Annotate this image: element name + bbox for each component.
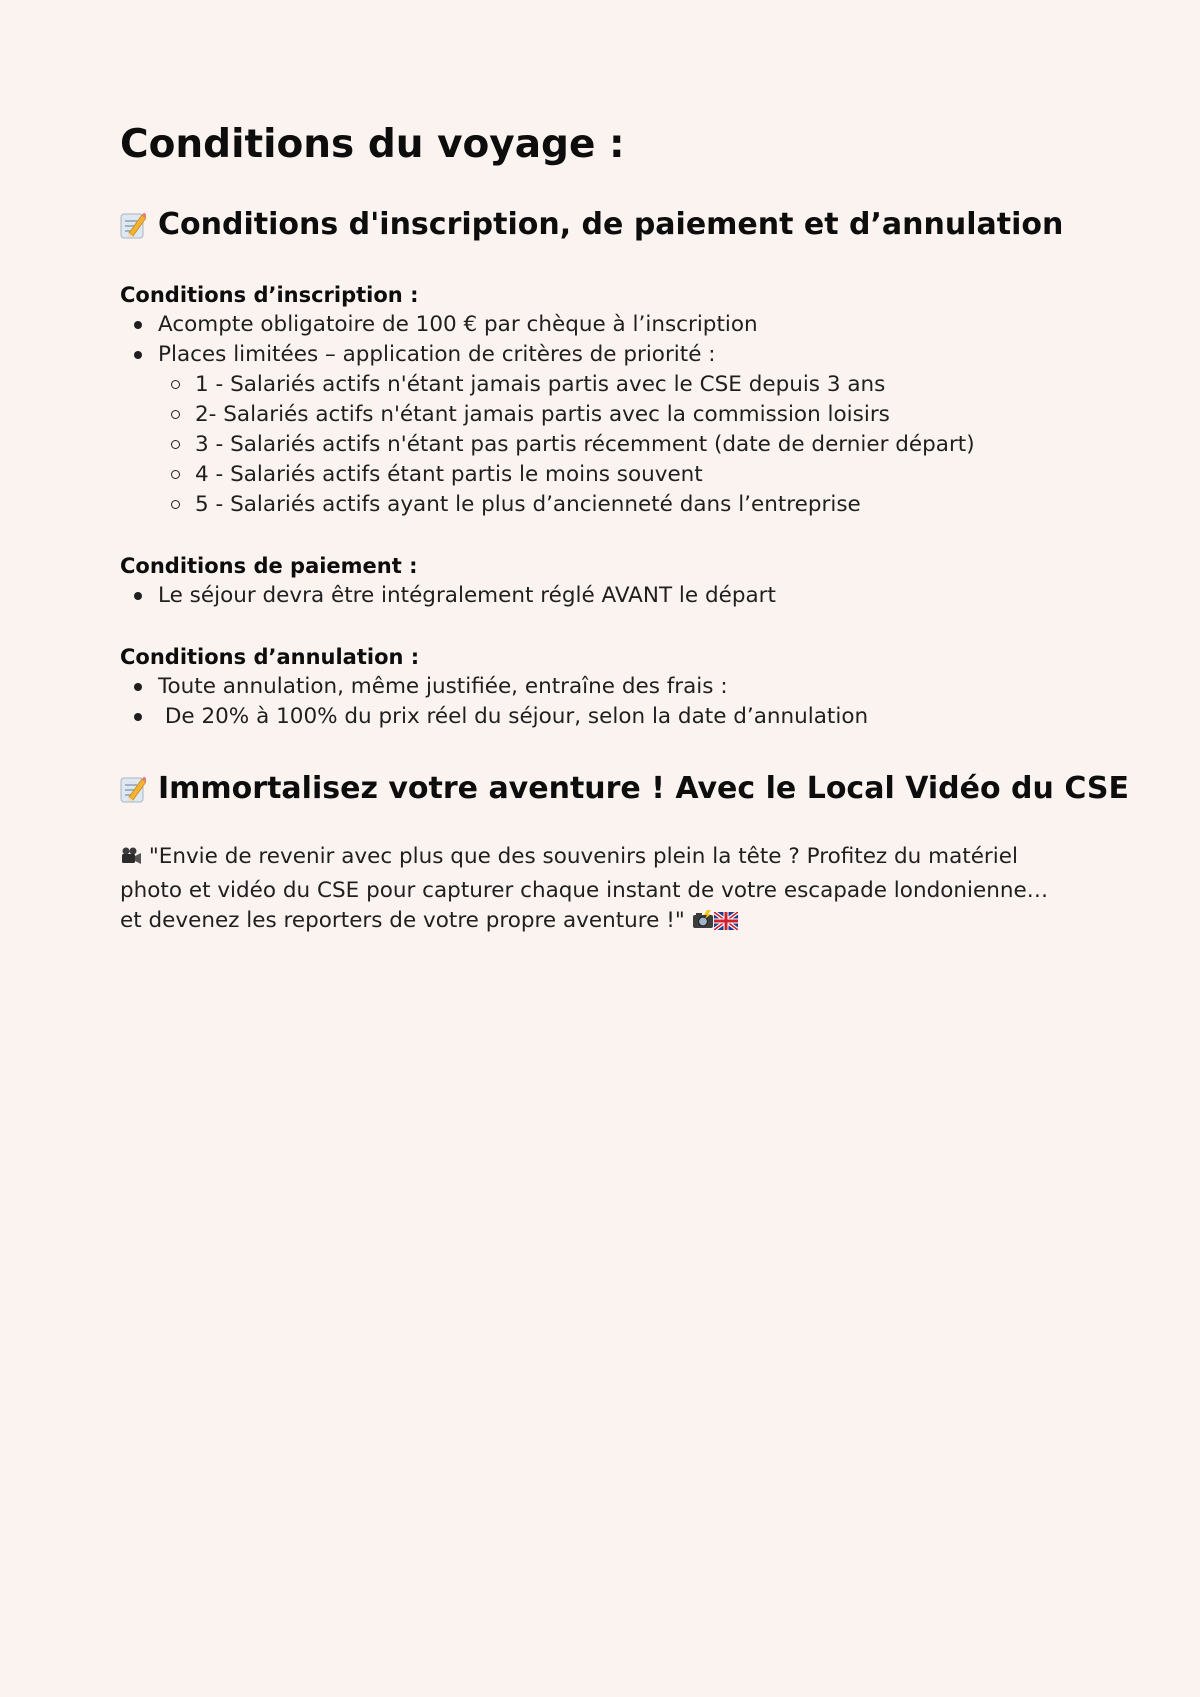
bullet (134, 321, 142, 329)
page-title: Conditions du voyage : (120, 122, 625, 167)
section-heading-text: Conditions d'inscription, de paiement et d’annulation (158, 207, 1064, 242)
list-item: Acompte obligatoire de 100 € par chèque à l’inscription (158, 312, 758, 337)
paragraph-text: "Envie de revenir avec plus que des souvenirs plein la tête ? Profitez du matériel (148, 844, 1018, 869)
bullet (134, 592, 142, 600)
bullet (134, 351, 142, 359)
paragraph-line (120, 876, 1100, 907)
paragraph-text: photo et vidéo du CSE pour capturer chaque instant de votre escapade londonienne… (120, 877, 1049, 903)
priority-item: 2- Salariés actifs n'étant jamais partis avec la commission loisirs (195, 402, 890, 427)
movie-camera-icon (120, 845, 142, 876)
sub-bullet (171, 470, 180, 479)
memo-icon (120, 775, 146, 803)
sub-bullet (171, 410, 180, 419)
priority-item: 1 - Salariés actifs n'étant jamais partis avec le CSE depuis 3 ans (195, 372, 886, 397)
list-item: Le séjour devra être intégralement réglé AVANT le départ (158, 583, 776, 608)
paragraph-line (120, 842, 1100, 876)
priority-item: 4 - Salariés actifs étant partis le moins souvent (195, 462, 703, 487)
list-item: Toute annulation, même justifiée, entraîne des frais : (158, 674, 728, 699)
uk-flag-icon (714, 909, 738, 940)
camera-flash-icon (692, 909, 714, 940)
priority-item: 5 - Salariés actifs ayant le plus d’ancienneté dans l’entreprise (195, 492, 861, 517)
section-heading-video (120, 769, 1129, 809)
inscription-label: Conditions d’inscription : (120, 283, 419, 307)
paragraph-line (120, 906, 1100, 940)
sub-bullet (171, 500, 180, 509)
list-item: Places limitées – application de critères de priorité : (158, 342, 716, 367)
paragraph-text: et devenez les reporters de votre propre aventure !" (120, 908, 685, 933)
sub-bullet (171, 380, 180, 389)
bullet (134, 713, 142, 721)
section-heading-text: Immortalisez votre aventure ! Avec le Local Vidéo du CSE (158, 771, 1129, 806)
section-heading-conditions (120, 205, 1063, 245)
sub-bullet (171, 440, 180, 449)
memo-icon (120, 211, 146, 239)
list-item: De 20% à 100% du prix réel du séjour, selon la date d’annulation (158, 704, 869, 729)
annulation-label: Conditions d’annulation : (120, 645, 420, 669)
video-paragraph (120, 842, 1100, 940)
bullet (134, 683, 142, 691)
paiement-label: Conditions de paiement : (120, 554, 418, 578)
priority-item: 3 - Salariés actifs n'étant pas partis récemment (date de dernier départ) (195, 432, 975, 457)
